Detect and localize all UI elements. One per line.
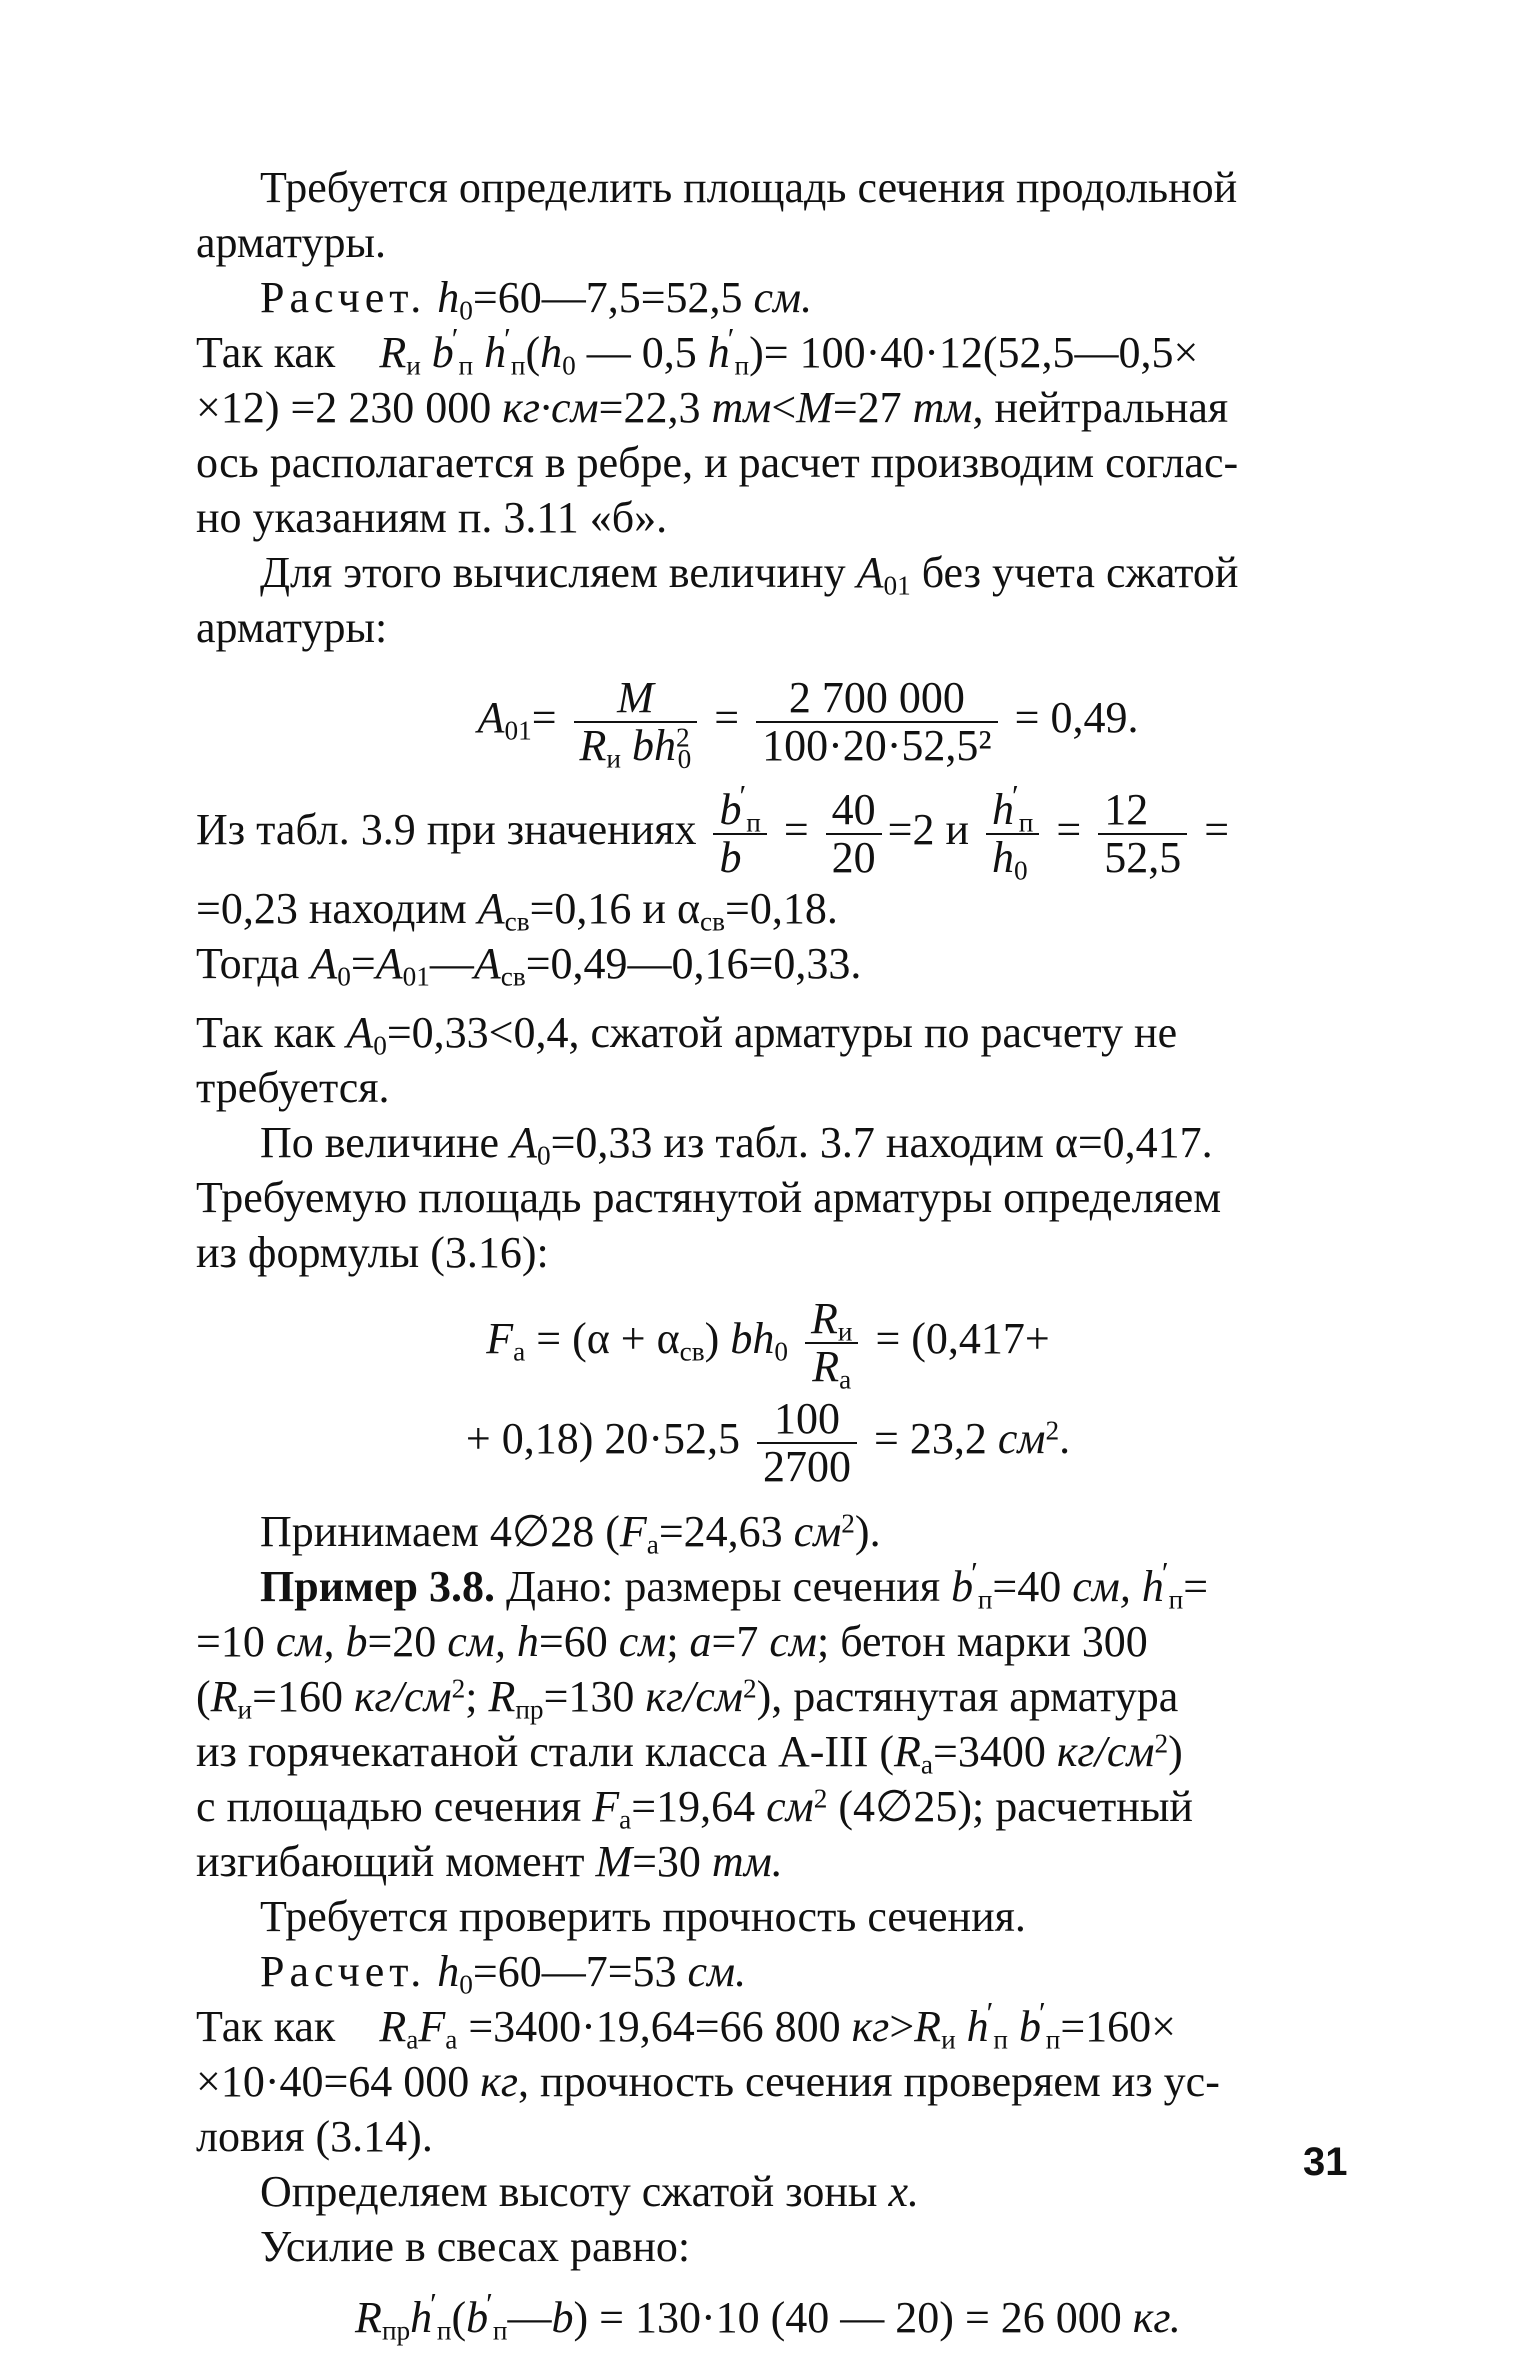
- calc-formula: =60—7=53: [472, 1947, 677, 1996]
- text-fragment: По величине: [260, 1118, 500, 1167]
- text-fragment: =0,33 из табл. 3.7 находим α=0,417.: [550, 1118, 1213, 1167]
- equation-flange-force: $R_{пр}h'_п(b'_п—b) = 130\cdot 10$ (40 — 20) = 26 000 кг.: [355, 2286, 1181, 2346]
- equation-result: = 0,49.: [1014, 693, 1139, 743]
- equation-fa-line1: $F_а = (\alpha + \alpha_{св})$ $bh_0$ $\frac{R_и}{R_а}$ = (0,417+: [486, 1294, 1050, 1395]
- text-line: ловия (3.14).: [196, 2112, 433, 2161]
- text-fragment: =2 и: [887, 805, 970, 855]
- text-fragment: =0,49—0,16=0,33.: [525, 939, 862, 988]
- text-fragment: Для этого вычисляем величину: [260, 548, 846, 597]
- paragraph-requirement: [196, 160, 1340, 270]
- text-line: но указаниям п. 3.11 «б».: [196, 493, 668, 542]
- text-line: Усилие в свесах равно:: [260, 2222, 691, 2271]
- text-fragment: ×10·40=64 000: [196, 2057, 470, 2106]
- text-line: требуется.: [196, 1063, 390, 1112]
- example-title: Пример 3.8.: [260, 1562, 496, 1611]
- text-line: арматуры.: [196, 218, 387, 267]
- paragraph-check-strength: [196, 1889, 1340, 1944]
- fraction-numerator: 100: [757, 1396, 857, 1444]
- text-fragment: =24,63: [658, 1507, 783, 1556]
- equation-fragment: = (0,417+: [875, 1314, 1050, 1364]
- paragraph-no-compression: Так как $A_0=0,33<0,4$, сжатой арматуры по расчету не требуется.: [196, 1008, 1178, 1112]
- text-fragment: ×12) =2 230 000: [196, 383, 492, 432]
- calc-heading-2: Расчет. $h_0=60—7=53$ см.: [260, 1947, 747, 2000]
- paragraph-accepted-rebar: Принимаем 4∅28 ($F_а=24,63$ $см^2$).: [260, 1507, 881, 1560]
- equation-result: = 23,2: [874, 1414, 987, 1464]
- text-fragment: =0,33<0,4, сжатой арматуры по расчету не: [386, 1008, 1178, 1057]
- page-number: 31: [1303, 2140, 1348, 2184]
- text-fragment: =160×: [1060, 2002, 1176, 2051]
- fraction-numerator: 2 700 000: [756, 675, 998, 723]
- text-line: Требуется определить площадь сечения продольной: [260, 163, 1238, 212]
- text-line: из формулы (3.16):: [196, 1228, 549, 1277]
- text-fragment: =3400: [933, 1727, 1046, 1776]
- fraction-denominator: 52,5: [1104, 833, 1182, 882]
- paragraph-compressed-zone: Определяем высоту сжатой зоны x.: [260, 2167, 919, 2216]
- text-fragment: с площадью сечения: [196, 1782, 582, 1831]
- text-fragment: Дано: размеры сечения: [506, 1562, 941, 1611]
- paragraph-example-3-8: Пример 3.8. Дано: размеры сечения $b'_п=40$ см, $h'_п=$ =10 см, b=20 см, h=60 см; a=7 см; бетон марки 300 ($R_и=160$ $кг/см^2$; $R_{пр}=130$ $кг/см^2$), растянутая арматура из горячекатаной стали класса А-III ($R_а=3400$ $кг/см^2$) с площадью сечения $F_а=19,64$ $см^2$ (4∅25); расчетный изгибающий момент M=30 тм.: [196, 1555, 1209, 1886]
- text-fragment: из горячекатаной стали класса А-III (: [196, 1727, 895, 1776]
- text-fragment: Так как: [196, 328, 336, 377]
- text-fragment: , нейтральная: [972, 383, 1229, 432]
- text-line: ось располагается в ребре, и расчет производим соглас-: [196, 438, 1239, 487]
- text-line: арматуры:: [196, 603, 388, 652]
- calc-heading: Расчет. $h_0=60—7,5=52,5$ см.: [260, 273, 813, 326]
- text-fragment: =19,64: [631, 1782, 756, 1831]
- fraction-denominator: 100·20·52,5²: [762, 721, 992, 770]
- text-fragment: ), растянутая арматура: [756, 1672, 1179, 1721]
- text-fragment: =160: [252, 1672, 343, 1721]
- text-fragment: ; бетон марки 300: [816, 1617, 1148, 1666]
- paragraph-strength-condition: Так как $R_аF_а =3400\cdot 19,64=66$ 800 $кг>R_и$ $h'_п$ $b'_п=160\times$ ×10·40=64 000 кг, прочность сечения проверяем из ус- ловия (3.14).: [196, 1995, 1220, 2161]
- text-fragment: без учета сжатой: [921, 548, 1239, 597]
- paragraph-compute-a01: Для этого вычисляем величину $A_{01}$ без учета сжатой арматуры:: [196, 548, 1239, 652]
- text-fragment: =20: [367, 1617, 437, 1666]
- text-fragment: Определяем высоту сжатой зоны: [260, 2167, 878, 2216]
- page-content: [196, 160, 1340, 2345]
- text-fragment: Так как: [196, 2002, 336, 2051]
- text-fragment: = 100·40·12(52,5—0,5×: [763, 328, 1199, 377]
- text-fragment: Тогда: [196, 939, 300, 988]
- fraction-numerator: M: [574, 675, 698, 723]
- text-fragment: =0,18.: [725, 884, 838, 933]
- text-fragment: изгибающий момент: [196, 1837, 585, 1886]
- fraction-denominator: 2700: [763, 1442, 852, 1491]
- equation-a01: $A_{01}=$ $\frac{M}{R_и bh^2_0}$ = $\frac{2 700 000}{\text{100·20·52,5²}}$ = 0,49.: [477, 673, 1139, 774]
- paragraph-flange-force: [196, 2219, 1340, 2274]
- calc-formula: =60—7,5=52,5: [472, 273, 743, 322]
- text-fragment: =130: [543, 1672, 635, 1721]
- calc-label: Расчет.: [260, 273, 427, 322]
- text-fragment: =0,16 и: [529, 884, 666, 933]
- text-fragment: =27: [832, 383, 902, 432]
- text-fragment: ).: [854, 1507, 881, 1556]
- text-fragment: =0,23 находим: [196, 884, 467, 933]
- paragraph-table-3-7: По величине $A_0=0,33$ из табл. 3.7 находим α=0,417. Требуемую площадь растянутой арматуры определяем из формулы (3.16):: [196, 1118, 1222, 1277]
- fraction-numerator: 12: [1098, 787, 1187, 835]
- text-fragment: =7: [711, 1617, 759, 1666]
- fraction-denominator: 20: [831, 833, 876, 882]
- equation-fragment: + 0,18) 20·52,5: [465, 1414, 741, 1464]
- text-fragment: Принимаем 4∅28 (: [260, 1507, 620, 1556]
- text-fragment: =3400·19,64=66 800: [468, 2002, 841, 2051]
- text-fragment: , прочность сечения проверяем из ус-: [518, 2057, 1220, 2106]
- text-fragment: =10: [196, 1617, 265, 1666]
- text-line: Требуется проверить прочность сечения.: [260, 1892, 1026, 1941]
- fraction-numerator: 40: [826, 787, 882, 835]
- paragraph-table-3-9: Из табл. 3.9 при значениях $\frac{b'_п}{b}$ = $\frac{40}{20}$ =2 и $\frac{h'_п}{h_0}$ = $\frac{12}{52,5}$ = =0,23 находим $A_{св}=0,16$ и $\alpha_{св}=0,18$. Тогда $A_0=A_{01}—A_{св}=0,49—0,16=0,33$.: [196, 778, 1230, 992]
- text-fragment: =40: [992, 1562, 1062, 1611]
- equation-fa-line2: + 0,18) 20·52,5 $\frac{100}{2700}$ = 23,2 $см^2$.: [465, 1394, 1071, 1491]
- text-line: Требуемую площадь растянутой арматуры определяем: [196, 1173, 1222, 1222]
- text-fragment: =22,3: [598, 383, 701, 432]
- paragraph-neutral-axis: Так как $R_и$ $b'_п$ $h'_п(h_0$ — 0,5 $h'_п)=$ 100·40·12(52,5—0,5× ×12) =2 230 000 кг·см=22,3 тм<M=27 тм, нейтральная ось располагается в ребре, и расчет производим соглас- но указаниям п. 3.11 «б».: [196, 321, 1239, 542]
- text-fragment: (4∅25); расчетный: [838, 1782, 1193, 1831]
- text-fragment: =60: [538, 1617, 608, 1666]
- text-fragment: =30: [632, 1837, 701, 1886]
- text-fragment: Из табл. 3.9 при значениях: [196, 805, 697, 855]
- equation-fragment: = 130·10 (40 — 20) = 26 000: [599, 2293, 1122, 2342]
- text-fragment: Так как: [196, 1008, 336, 1057]
- calc-label: Расчет.: [260, 1947, 427, 1996]
